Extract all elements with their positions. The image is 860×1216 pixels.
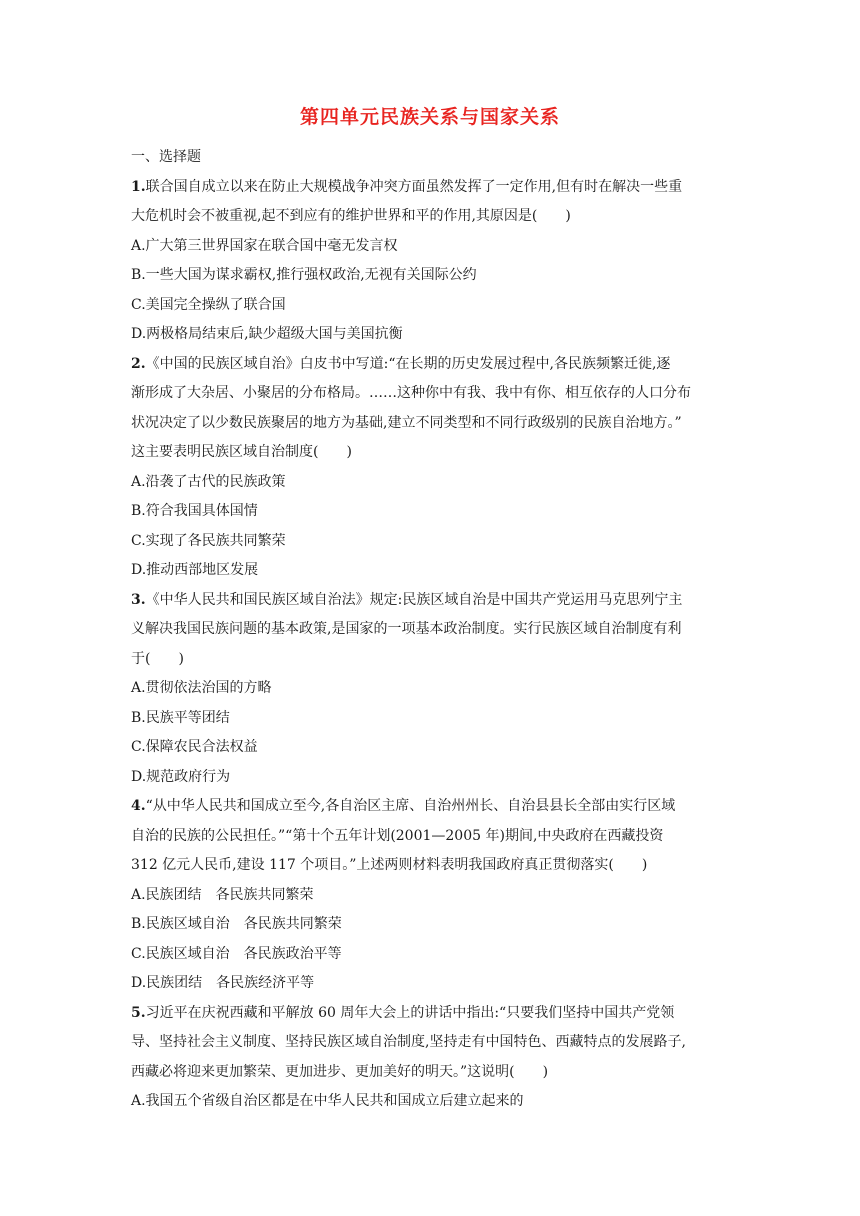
question-start-line xyxy=(131,173,731,203)
line-text: D.推动西部地区发展 xyxy=(131,562,259,578)
text-line xyxy=(131,1058,731,1088)
line-text: D.规范政府行为 xyxy=(131,768,231,785)
document-body xyxy=(131,143,731,1117)
question-start-line xyxy=(131,792,731,822)
line-text: 这主要表明民族区域自治制度( ) xyxy=(131,444,352,460)
line-text: A.民族团结 各民族共同繁荣 xyxy=(131,886,314,903)
line-text: C.美国完全操纵了联合国 xyxy=(131,296,286,313)
line-text: B.民族平等团结 xyxy=(131,709,230,726)
line-text: D.民族团结 各民族经济平等 xyxy=(131,975,315,991)
text-line xyxy=(131,763,731,793)
line-text: 联合国自成立以来在防止大规模战争冲突方面虽然发挥了一定作用,但有时在解决一些重 xyxy=(145,178,683,195)
text-line xyxy=(131,409,731,439)
text-line xyxy=(131,291,731,321)
line-text: A.沿袭了古代的民族政策 xyxy=(131,473,286,490)
line-text: C.保障农民合法权益 xyxy=(131,739,258,755)
line-text: A.贯彻依法治国的方略 xyxy=(131,680,272,696)
line-text: 习近平在庆祝西藏和平解放 60 周年大会上的讲话中指出:“只要我们坚持中国共产党领 xyxy=(145,1004,675,1021)
text-line xyxy=(131,527,731,557)
text-line xyxy=(131,232,731,262)
text-line xyxy=(131,1087,731,1117)
line-text: A.广大第三世界国家在联合国中毫无发言权 xyxy=(131,237,398,254)
text-line xyxy=(131,556,731,586)
text-line xyxy=(131,379,731,409)
text-line xyxy=(131,704,731,734)
text-line xyxy=(131,733,731,763)
line-text: 义解决我国民族问题的基本政策,是国家的一项基本政治制度。实行民族区域自治制度有利 xyxy=(131,621,682,637)
text-line xyxy=(131,202,731,232)
line-text: 《中华人民共和国民族区域自治法》规定:民族区域自治是中国共产党运用马克思列宁主 xyxy=(145,591,683,608)
text-line xyxy=(131,940,731,970)
text-line xyxy=(131,851,731,881)
question-number: 5. xyxy=(131,1004,146,1021)
line-text: A.我国五个省级自治区都是在中华人民共和国成立后建立起来的 xyxy=(131,1093,524,1109)
text-line xyxy=(131,822,731,852)
line-text: 状况决定了以少数民族聚居的地方为基础,建立不同类型和不同行政级别的民族自治地方。” xyxy=(131,414,682,431)
text-line xyxy=(131,674,731,704)
text-line xyxy=(131,261,731,291)
line-text: 导、坚持社会主义制度、坚持民族区域自治制度,坚持走有中国特色、西藏特点的发展路子, xyxy=(131,1034,686,1050)
text-line xyxy=(131,468,731,498)
line-text: 于( ) xyxy=(131,650,184,667)
line-text: “从中华人民共和国成立至今,各自治区主席、自治州州长、自治县县长全部由实行区域 xyxy=(145,798,676,814)
line-text: 大危机时会不被重视,起不到应有的维护世界和平的作用,其原因是( ) xyxy=(131,208,571,224)
text-line xyxy=(131,320,731,350)
question-lines xyxy=(131,173,731,1117)
line-text: 渐形成了大杂居、小聚居的分布格局。……这种你中有我、我中有你、相互依存的人口分布 xyxy=(131,385,691,401)
text-line xyxy=(131,1028,731,1058)
question-start-line xyxy=(131,586,731,616)
line-text: C.民族区域自治 各民族政治平等 xyxy=(131,945,342,962)
line-text: 312 亿元人民币,建设 117 个项目。”上述两则材料表明我国政府真正贯彻落实( ) xyxy=(131,857,648,873)
question-start-line xyxy=(131,999,731,1029)
line-text: B.符合我国具体国情 xyxy=(131,503,258,519)
section-heading: 一、选择题 xyxy=(131,149,201,165)
text-line xyxy=(131,881,731,911)
text-line xyxy=(131,497,731,527)
text-line xyxy=(131,645,731,675)
text-line xyxy=(131,910,731,940)
line-text: B.一些大国为谋求霸权,推行强权政治,无视有关国际公约 xyxy=(131,267,477,283)
text-line xyxy=(131,438,731,468)
question-number: 4. xyxy=(131,798,146,814)
line-text: 自治的民族的公民担任。”“第十个五年计划(2001—2005 年)期间,中央政府在西藏投资 xyxy=(131,827,664,844)
line-text: 西藏必将迎来更加繁荣、更加进步、更加美好的明天。”这说明( ) xyxy=(131,1063,549,1080)
question-number: 1. xyxy=(131,178,146,195)
line-text: C.实现了各民族共同繁荣 xyxy=(131,532,286,549)
question-start-line xyxy=(131,350,731,380)
line-text: B.民族区域自治 各民族共同繁荣 xyxy=(131,916,342,932)
question-number: 3. xyxy=(131,591,146,608)
text-line xyxy=(131,969,731,999)
line-text: D.两极格局结束后,缺少超级大国与美国抗衡 xyxy=(131,326,403,342)
page-title: 第四单元民族关系与国家关系 xyxy=(299,106,560,128)
text-line xyxy=(131,615,731,645)
question-number: 2. xyxy=(131,355,146,372)
line-text: 《中国的民族区域自治》白皮书中写道:“在长期的历史发展过程中,各民族频繁迁徙,逐 xyxy=(145,355,671,372)
